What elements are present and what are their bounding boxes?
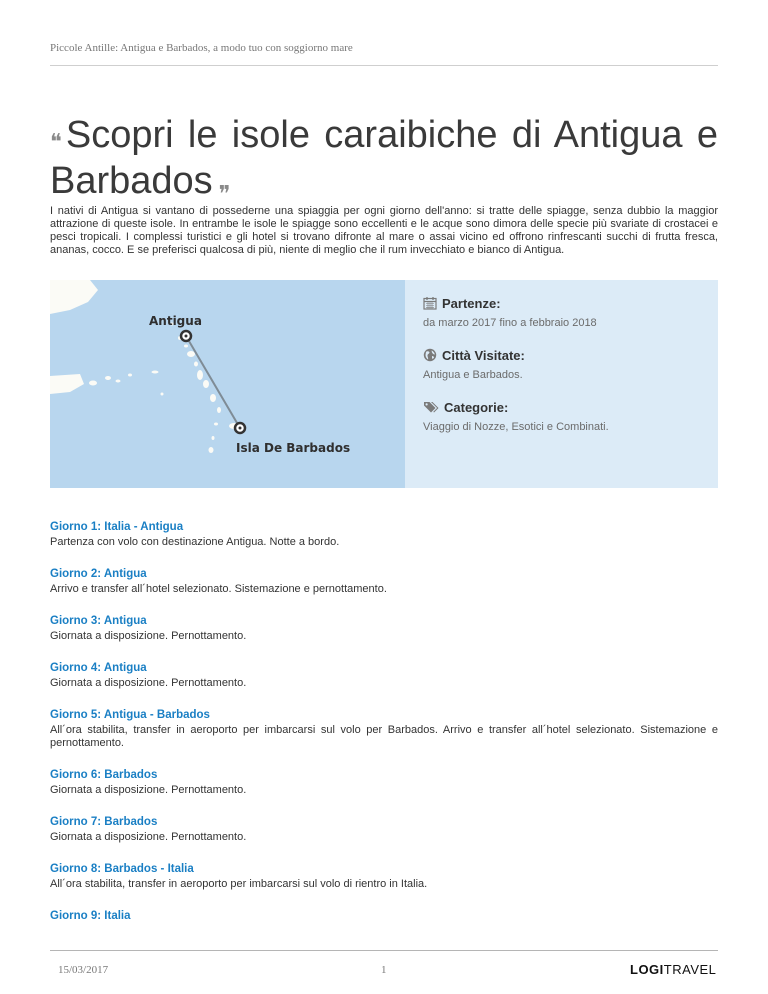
- logitravel-logo: [630, 962, 716, 977]
- departures-value: da marzo 2017 fino a febbraio 2018: [423, 317, 597, 329]
- day-title: Giorno 5: Antigua - Barbados: [50, 709, 210, 721]
- calendar-icon: [423, 296, 437, 310]
- day-title: Giorno 2: Antigua: [50, 568, 147, 580]
- itinerary-day: [50, 661, 718, 690]
- day-description: All´ora stabilita, transfer in aeroporto per imbarcarsi sul volo di rientro in Italia.: [50, 878, 428, 890]
- globe-icon: [423, 348, 437, 362]
- day-title: Giorno 4: Antigua: [50, 662, 147, 674]
- day-description: Giornata a disposizione. Pernottamento.: [50, 677, 247, 689]
- map-label-barbados: Isla De Barbados: [236, 441, 351, 455]
- map-label-antigua: Antigua: [149, 314, 202, 328]
- itinerary-day: [50, 768, 718, 797]
- day-title: Giorno 6: Barbados: [50, 769, 158, 781]
- day-description: Giornata a disposizione. Pernottamento.: [50, 630, 247, 642]
- day-description: Arrivo e transfer all´hotel selezionato. Sistemazione e pernottamento.: [50, 583, 387, 595]
- itinerary-day: [50, 614, 718, 643]
- footer-divider: [50, 950, 718, 951]
- day-title: Giorno 9: Italia: [50, 910, 131, 922]
- day-title: Giorno 8: Barbados - Italia: [50, 863, 194, 875]
- itinerary-day: [50, 909, 718, 923]
- day-description: All´ora stabilita, transfer in aeroporto per imbarcarsi sul volo per Barbados. Arrivo e transfer all´hotel selezionato. Sistemazione e pernottamento.: [50, 724, 718, 749]
- header-divider: [50, 65, 718, 66]
- day-title: Giorno 1: Italia - Antigua: [50, 521, 184, 533]
- logo-bold-part: LOGI: [630, 962, 664, 977]
- day-title: Giorno 7: Barbados: [50, 816, 158, 828]
- itinerary-day: [50, 567, 718, 596]
- itinerary-day: [50, 815, 718, 844]
- day-description: Giornata a disposizione. Pernottamento.: [50, 784, 247, 796]
- intro-paragraph: I nativi di Antigua si vantano di possederne una spiaggia per ogni giorno dell'anno: si tratte delle spiagge, senza dubbio la maggior attrazione di queste isole. In entrambe le isole le spiagge sono eccellenti e le acque sono dimora delle specie più svariate di crostacei e pesci tropicali. I complessi turistici e gli hotel si trovano difronte al mare o assai vicino ed offrono rinfrescanti succhi di frutta fresca, ananas, cocco. E se preferisci qualcosa di più, niente di meglio che il rum invecchiato e bianco di Antigua.: [50, 205, 718, 256]
- cities-value: Antigua e Barbados.: [423, 369, 523, 381]
- day-title: Giorno 3: Antigua: [50, 615, 147, 627]
- page-title: [50, 112, 718, 207]
- departures-label: Partenze:: [442, 295, 501, 311]
- tags-icon: [423, 400, 439, 414]
- categories-label: Categorie:: [444, 399, 509, 415]
- departures-block: [423, 294, 718, 330]
- categories-value: Viaggio di Nozze, Esotici e Combinati.: [423, 421, 609, 433]
- trip-info-box: [405, 280, 718, 488]
- day-description: Partenza con volo con destinazione Antigua. Notte a bordo.: [50, 536, 340, 548]
- title-text: Scopri le isole caraibiche di Antigua e Barbados: [50, 114, 718, 202]
- logo-light-part: TRAVEL: [663, 962, 717, 977]
- footer-date: 15/03/2017: [58, 964, 109, 976]
- page-header: Piccole Antille: Antigua e Barbados, a modo tuo con soggiorno mare: [50, 42, 353, 54]
- itinerary-day: [50, 520, 718, 549]
- cities-label: Città Visitate:: [442, 347, 525, 363]
- itinerary: [50, 520, 718, 941]
- itinerary-day: [50, 708, 718, 750]
- cities-block: [423, 346, 718, 382]
- open-quote-icon: ❝: [50, 130, 62, 155]
- route-map: [50, 280, 405, 488]
- close-quote-icon: ❞: [218, 182, 231, 207]
- page-number: 1: [381, 964, 387, 976]
- day-description: Giornata a disposizione. Pernottamento.: [50, 831, 247, 843]
- itinerary-day: [50, 862, 718, 891]
- map-graphic: [50, 280, 405, 488]
- categories-block: [423, 398, 718, 434]
